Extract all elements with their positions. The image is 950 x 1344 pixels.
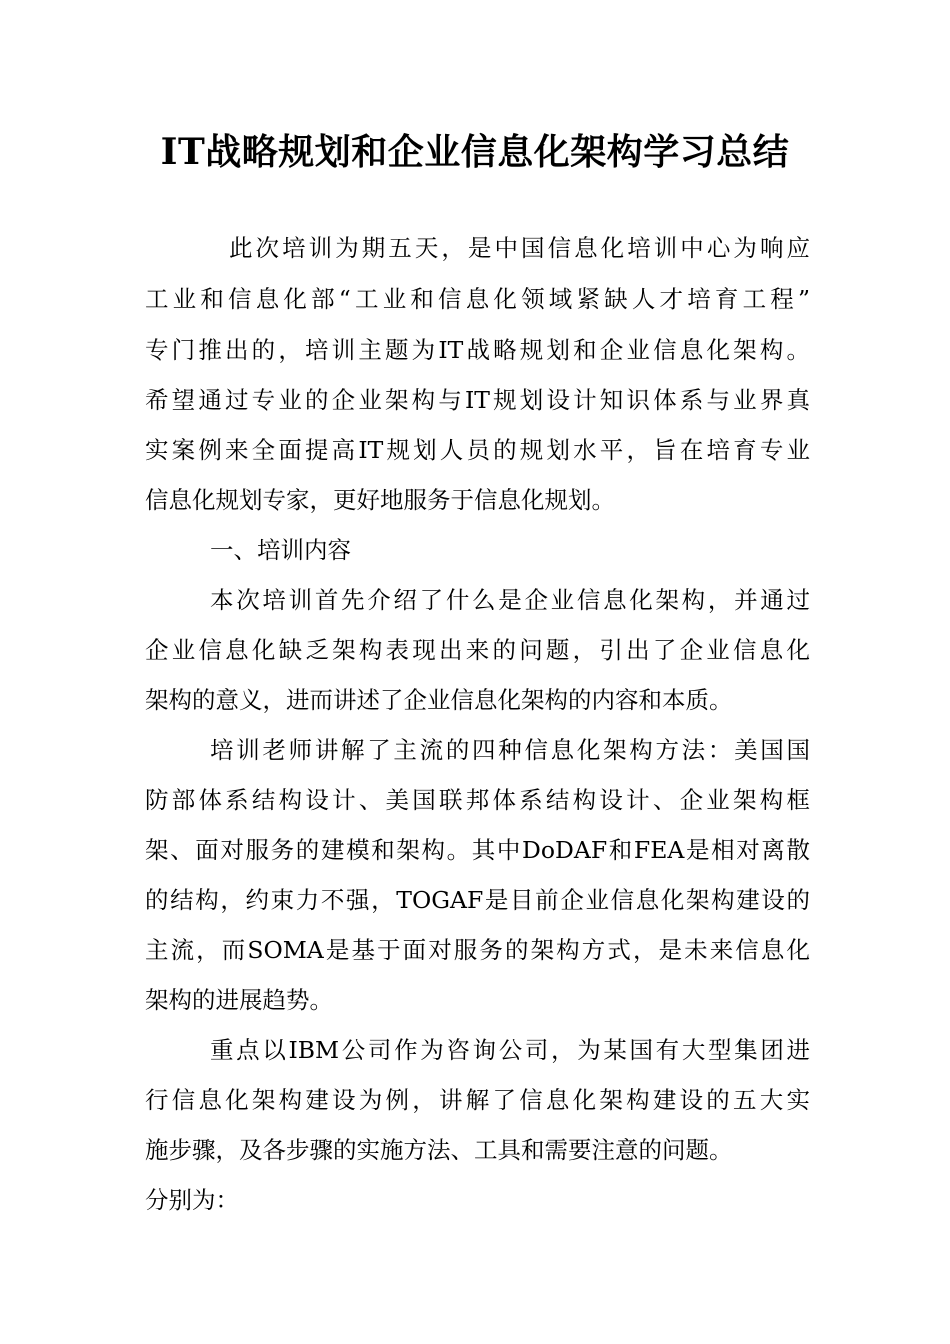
- paragraph-line: 架、面对服务的建模和架构。其中DoDAF和FEA是相对离散: [145, 836, 810, 864]
- paragraph-line: 主流，而SOMA是基于面对服务的架构方式，是未来信息化: [145, 936, 810, 964]
- section-heading: 一、培训内容: [210, 536, 351, 564]
- paragraph-line: 此次培训为期五天，是中国信息化培训中心为响应: [229, 234, 810, 262]
- paragraph-line: 重点以IBM公司作为咨询公司，为某国有大型集团进: [210, 1036, 810, 1064]
- paragraph-line: 培训老师讲解了主流的四种信息化架构方法：美国国: [210, 736, 810, 764]
- paragraph-line: 信息化规划专家，更好地服务于信息化规划。: [145, 486, 615, 514]
- paragraph-line: 施步骤，及各步骤的实施方法、工具和需要注意的问题。: [145, 1136, 733, 1164]
- paragraph-line: 的结构，约束力不强，TOGAF是目前企业信息化架构建设的: [145, 886, 810, 914]
- paragraph-line: 专门推出的，培训主题为IT战略规划和企业信息化架构。: [145, 336, 810, 364]
- paragraph-line: 架构的意义，进而讲述了企业信息化架构的内容和本质。: [145, 686, 733, 714]
- paragraph-line: 行信息化架构建设为例，讲解了信息化架构建设的五大实: [145, 1086, 810, 1114]
- paragraph-line: 架构的进展趋势。: [145, 986, 333, 1014]
- paragraph-line: 本次培训首先介绍了什么是企业信息化架构，并通过: [210, 586, 810, 614]
- paragraph-line: 工业和信息化部“工业和信息化领域紧缺人才培育工程”: [145, 285, 810, 313]
- paragraph-line: 实案例来全面提高IT规划人员的规划水平，旨在培育专业: [145, 436, 810, 464]
- document-title: IT战略规划和企业信息化架构学习总结: [160, 131, 790, 173]
- paragraph-line: 企业信息化缺乏架构表现出来的问题，引出了企业信息化: [145, 636, 810, 664]
- paragraph-line: 希望通过专业的企业架构与IT规划设计知识体系与业界真: [145, 386, 810, 414]
- paragraph-line: 防部体系结构设计、美国联邦体系结构设计、企业架构框: [145, 786, 810, 814]
- paragraph-line: 分别为：: [145, 1186, 239, 1214]
